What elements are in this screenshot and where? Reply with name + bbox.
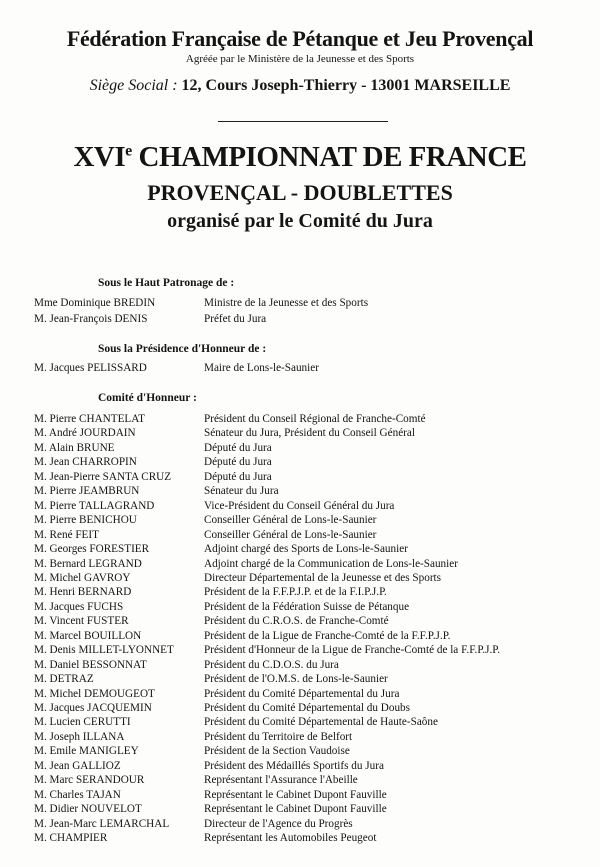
member-name: M. Emile MANIGLEY — [34, 745, 139, 758]
federation-name: Fédération Française de Pétanque et Jeu Provençal — [66, 26, 534, 51]
member-title: Président du Territoire de Belfort — [204, 730, 353, 743]
agreement-line: Agréée par le Ministère de la Jeunesse et des Sports — [185, 53, 415, 65]
member-row — [34, 601, 594, 616]
siege-label: Siège Social : — [89, 77, 178, 94]
member-row — [34, 500, 594, 515]
member-row — [34, 731, 594, 746]
member-row — [34, 832, 594, 847]
member-name: M. Michel GAVROY — [34, 571, 131, 584]
member-title: Directeur Départemental de la Jeunesse et des Sports — [204, 571, 442, 584]
member-name: M. Jean-François DENIS — [34, 312, 148, 325]
siege-social-line — [0, 77, 600, 95]
member-row — [34, 514, 594, 529]
member-row — [34, 673, 594, 688]
member-row — [34, 716, 594, 731]
member-title: Représentant le Cabinet Dupont Fauville — [204, 788, 387, 801]
member-name: M. Georges FORESTIER — [34, 543, 150, 556]
member-name: M. Jacques JACQUEMIN — [34, 702, 152, 714]
member-row — [34, 760, 594, 775]
member-name: M. Marc SERANDOUR — [34, 774, 145, 787]
member-title: Sénateur du Jura — [204, 485, 279, 498]
member-row — [34, 774, 594, 789]
patronage-heading: Sous le Haut Patronage de : — [98, 277, 235, 289]
member-title: Conseiller Général de Lons-le-Saunier — [204, 514, 377, 527]
member-name: M. Pierre JEAMBRUN — [34, 485, 140, 498]
member-row — [34, 442, 594, 457]
member-name: M. DETRAZ — [34, 673, 94, 686]
member-title: Conseiller Général de Lons-le-Saunier — [204, 528, 377, 541]
member-name: M. René FEIT — [34, 528, 99, 541]
member-name: M. Didier NOUVELOT — [34, 803, 142, 816]
siege-address: 12, Cours Joseph-Thierry - 13001 MARSEILLE — [177, 77, 511, 94]
member-title: Président d'Honneur de la Ligue de Franche-Comté de la F.F.P.J.P. — [204, 644, 501, 657]
member-title: Président du Comité Départemental du Doubs — [204, 702, 410, 714]
member-row — [34, 485, 594, 500]
member-title: Directeur de l'Agence du Progrès — [204, 817, 353, 830]
member-name: M. Pierre BENICHOU — [34, 514, 137, 527]
title-superscript: e — [125, 142, 132, 160]
member-row — [34, 644, 594, 659]
member-row — [34, 818, 594, 833]
member-row — [34, 427, 594, 442]
member-row — [34, 659, 594, 674]
member-row — [34, 558, 594, 573]
member-title: Président de la Section Vaudoise — [204, 745, 350, 758]
member-row — [34, 803, 594, 818]
member-row — [34, 456, 594, 471]
member-title: Président du Comité Départemental de Haute-Saône — [204, 716, 438, 729]
member-row — [34, 702, 594, 717]
member-title: Président du Conseil Régional de Franche-Comté — [204, 413, 426, 425]
member-title: Représentant le Cabinet Dupont Fauville — [204, 803, 387, 816]
member-name: M. Alain BRUNE — [34, 441, 115, 454]
member-title: Président du C.R.O.S. de Franche-Comté — [204, 615, 389, 628]
member-name: M. Jean-Pierre SANTA CRUZ — [34, 470, 172, 483]
member-title: Député du Jura — [204, 441, 272, 454]
member-name: M. Daniel BESSONNAT — [34, 658, 147, 671]
divider-rule — [218, 121, 388, 122]
member-name: M. Jacques PELISSARD — [34, 362, 147, 374]
member-name: M. Pierre TALLAGRAND — [34, 499, 155, 512]
member-title: Président du C.D.O.S. du Jura — [204, 658, 339, 671]
member-row — [34, 586, 594, 601]
member-row — [34, 789, 594, 804]
member-row — [34, 630, 594, 645]
member-name: M. Henri BERNARD — [34, 586, 132, 599]
organizer-line: organisé par le Comité du Jura — [167, 210, 433, 232]
member-row — [34, 615, 594, 630]
member-row — [34, 413, 594, 428]
member-title: Ministre de la Jeunesse et des Sports — [204, 297, 369, 309]
member-row — [34, 572, 594, 587]
member-title: Président du Comité Départemental du Jura — [204, 687, 400, 700]
member-title: Représentant les Automobiles Peugeot — [204, 832, 377, 845]
member-title: Président de la Ligue de Franche-Comté de la F.F.P.J.P. — [204, 629, 451, 642]
member-name: M. Charles TAJAN — [34, 788, 121, 801]
championship-title — [0, 141, 600, 174]
member-row — [34, 688, 594, 703]
member-name: M. Lucien CERUTTI — [34, 716, 131, 729]
member-title: Vice-Président du Conseil Général du Jura — [204, 499, 395, 512]
member-row — [34, 297, 594, 312]
member-name: M. Jean CHARROPIN — [34, 456, 137, 469]
title-numeral: XVI — [73, 141, 126, 173]
member-title: Président de la Fédération Suisse de Pétanque — [204, 600, 410, 613]
member-title: Maire de Lons-le-Saunier — [204, 362, 319, 374]
comite-heading: Comité d'Honneur : — [98, 392, 197, 404]
member-row — [34, 362, 594, 377]
member-title: Adjoint chargé de la Communication de Lons-le-Saunier — [204, 557, 458, 570]
member-title: Représentant l'Assurance l'Abeille — [204, 774, 358, 787]
presidence-heading: Sous la Présidence d'Honneur de : — [98, 343, 267, 355]
member-title: Président des Médaillés Sportifs du Jura — [204, 759, 384, 772]
member-name: M. Pierre CHANTELAT — [34, 413, 145, 425]
member-row — [34, 529, 594, 544]
member-name: M. Jean GALLIOZ — [34, 759, 121, 772]
member-title: Député du Jura — [204, 470, 272, 483]
member-row — [34, 471, 594, 486]
member-name: M. Joseph ILLANA — [34, 730, 125, 743]
member-name: M. Michel DEMOUGEOT — [34, 687, 155, 700]
member-name: Mme Dominique BREDIN — [34, 297, 156, 309]
title-rest: CHAMPIONNAT DE FRANCE — [131, 141, 527, 173]
member-name: M. Jacques FUCHS — [34, 600, 124, 613]
championship-subtitle: PROVENÇAL - DOUBLETTES — [147, 180, 453, 205]
member-name: M. Bernard LEGRAND — [34, 557, 142, 570]
member-row — [34, 745, 594, 760]
member-name: M. Jean-Marc LEMARCHAL — [34, 817, 170, 830]
member-title: Préfet du Jura — [204, 312, 267, 325]
member-name: M. André JOURDAIN — [34, 427, 136, 440]
member-name: M. Vincent FUSTER — [34, 615, 129, 628]
member-title: Président de la F.F.P.J.P. et de la F.I.P.J.P. — [204, 586, 387, 599]
member-name: M. Denis MILLET-LYONNET — [34, 644, 174, 657]
member-title: Député du Jura — [204, 456, 272, 469]
member-name: M. CHAMPIER — [34, 832, 108, 845]
member-name: M. Marcel BOUILLON — [34, 629, 142, 642]
member-row — [34, 543, 594, 558]
member-title: Président de l'O.M.S. de Lons-le-Saunier — [204, 673, 388, 686]
member-title: Adjoint chargé des Sports de Lons-le-Saunier — [204, 543, 408, 556]
member-title: Sénateur du Jura, Président du Conseil Général — [204, 427, 415, 440]
member-row — [34, 313, 594, 328]
